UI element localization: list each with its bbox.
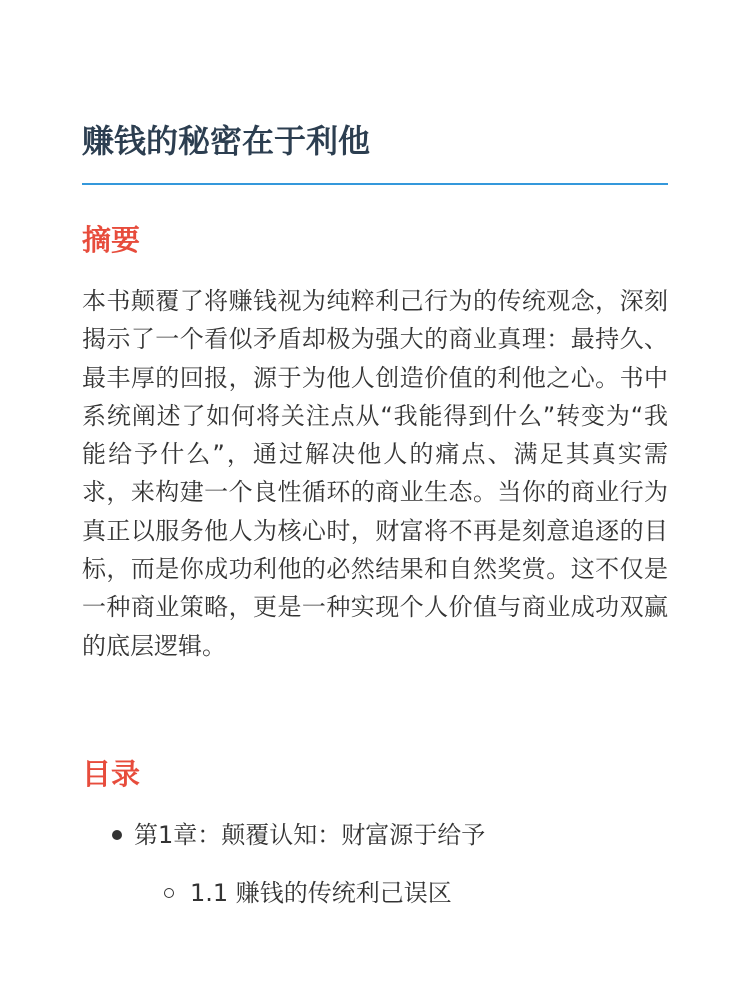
toc-heading: 目录 xyxy=(82,757,141,791)
toc-section-list xyxy=(134,873,668,913)
bullet-circle-icon xyxy=(164,888,174,898)
summary-paragraph: 本书颠覆了将赚钱视为纯粹利己行为的传统观念，深刻揭示了一个看似矛盾却极为强大的商业真理：最持久、最丰厚的回报，源于为他人创造价值的利他之心。书中系统阐述了如何将关注点从“我能得到什么”转变为“我能给予什么”，通过解决他人的痛点、满足其真实需求，来构建一个良性循环的商业生态。当你的商业行为真正以服务他人为核心时，财富将不再是刻意追逐的目标，而是你成功利他的必然结果和自然奖赏。这不仅是一种商业策略，更是一种实现个人价值与商业成功双赢的底层逻辑。 xyxy=(82,287,668,660)
summary-heading: 摘要 xyxy=(82,223,141,257)
title-divider xyxy=(82,183,668,185)
toc-chapter-label: 第1章：颠覆认知：财富源于给予 xyxy=(134,821,486,849)
toc-section-label: 1.1 赚钱的传统利己误区 xyxy=(190,879,452,907)
toc-section-item xyxy=(134,873,668,913)
toc-chapter-item xyxy=(82,815,668,913)
bullet-disc-icon xyxy=(112,830,122,840)
toc-list xyxy=(82,815,668,913)
page-title: 赚钱的秘密在于利他 xyxy=(82,122,371,160)
